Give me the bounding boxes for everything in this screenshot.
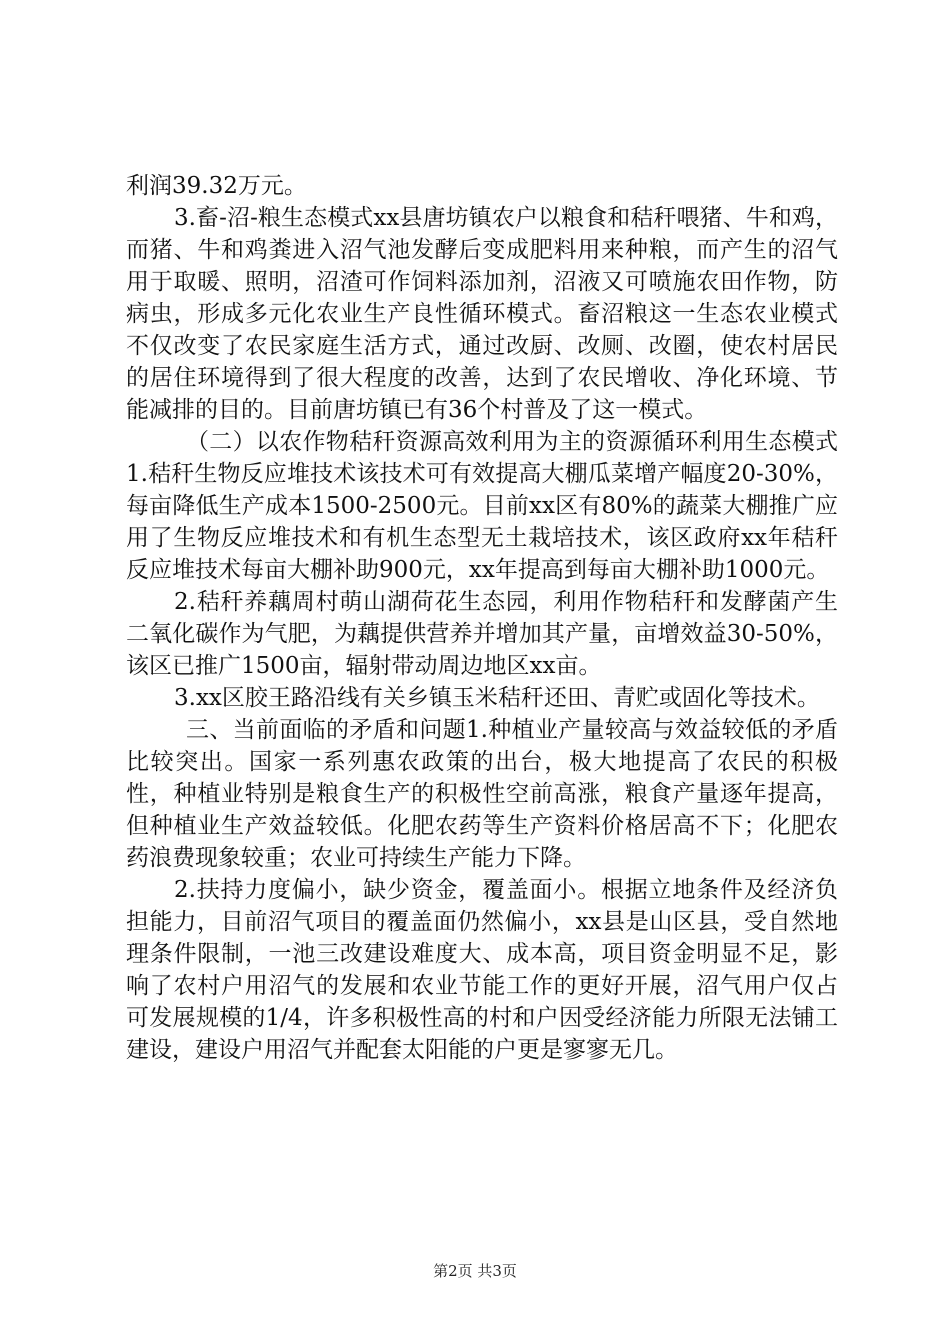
paragraph-profit-line: 利润39.32万元。 <box>126 173 307 199</box>
paragraph-corn-straw-techniques: 3.xx区胶王路沿线有关乡镇玉米秸秆还田、青贮或固化等技术。 <box>174 685 820 711</box>
paragraph-straw-recycling-model: （二）以农作物秸秆资源高效利用为主的资源循环利用生态模式1.秸秆生物反应堆技术该技术可有效提高大棚瓜菜增产幅度20-30%，每亩降低生产成本1500-2500元。目前xx区有80%的蔬菜大棚推广应用了生物反应堆技术和有机生态型无土栽培技术，该区政府xx年秸秆反应堆技术每亩大棚补助900元，xx年提高到每亩大棚补助1000元。 <box>126 429 838 583</box>
document-body <box>126 170 838 1066</box>
paragraph-current-problems: 三、当前面临的矛盾和问题1.种植业产量较高与效益较低的矛盾比较突出。国家一系列惠农政策的出台，极大地提高了农民的积极性，种植业特别是粮食生产的积极性空前高涨，粮食产量逐年提高，但种植业生产效益较低。化肥农药等生产资料价格居高不下；化肥农药浪费现象较重；农业可持续生产能力下降。 <box>126 717 838 871</box>
page-footer: 第2页 共3页 <box>433 1262 517 1280</box>
paragraph-funding-shortage: 2.扶持力度偏小，缺少资金，覆盖面小。根据立地条件及经济负担能力，目前沼气项目的覆盖面仍然偏小，xx县是山区县，受自然地理条件限制，一池三改建设难度大、成本高，项目资金明显不足，影响了农村户用沼气的发展和农业节能工作的更好开展，沼气用户仅占可发展规模的1/4，许多积极性高的村和户因受经济能力所限无法铺工建设，建设户用沼气并配套太阳能的户更是寥寥无几。 <box>126 877 838 1063</box>
paragraph-straw-lotus-root: 2.秸秆养藕周村萌山湖荷花生态园，利用作物秸秆和发酵菌产生二氧化碳作为气肥，为藕提供营养并增加其产量，亩增效益30-50%，该区已推广1500亩，辐射带动周边地区xx亩。 <box>126 589 838 679</box>
paragraph-livestock-biogas-grain-model: 3.畜-沼-粮生态模式xx县唐坊镇农户以粮食和秸秆喂猪、牛和鸡，而猪、牛和鸡粪进入沼气池发酵后变成肥料用来种粮，而产生的沼气用于取暖、照明，沼渣可作饲料添加剂，沼液又可喷施农田作物，防病虫，形成多元化农业生产良性循环模式。畜沼粮这一生态农业模式不仅改变了农民家庭生活方式，通过改厨、改厕、改圈，使农村居民的居住环境得到了很大程度的改善，达到了农民增收、净化环境、节能减排的目的。目前唐坊镇已有36个村普及了这一模式。 <box>126 205 838 423</box>
